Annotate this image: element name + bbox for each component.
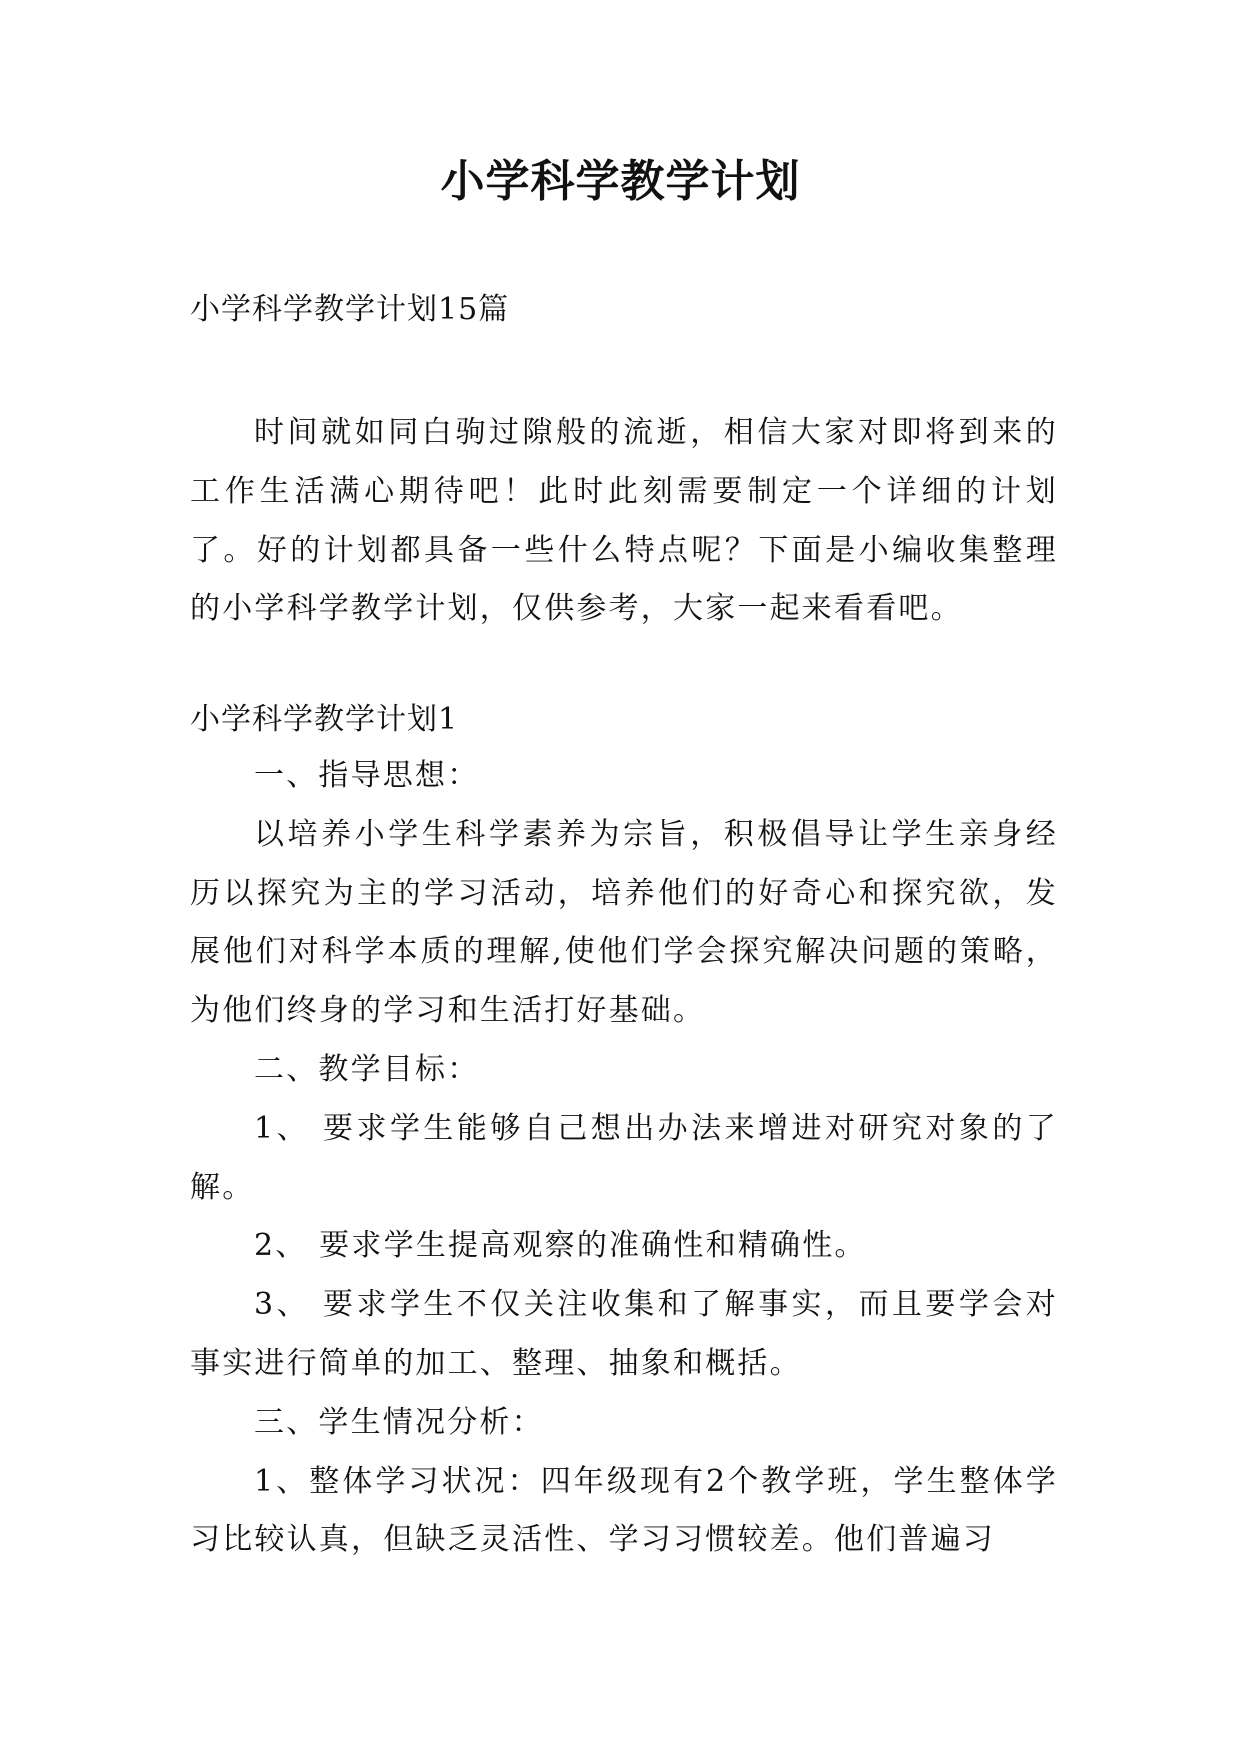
intro-paragraph: 时间就如同白驹过隙般的流逝，相信大家对即将到来的工作生活满心期待吧！此时此刻需要制定一个详细的计划了。好的计划都具备一些什么特点呢？下面是小编收集整理的小学科学教学计划，仅供参考，大家一起来看看吧。 xyxy=(190,415,1058,627)
heading-guiding-thought: 一、指导思想： xyxy=(254,758,480,793)
paragraph-guiding-thought: 以培养小学生科学素养为宗旨，积极倡导让学生亲身经历以探究为主的学习活动，培养他们的好奇心和探究欲，发展他们对科学本质的理解,使他们学会探究解决问题的策略，为他们终身的学习和生活打好基础。 xyxy=(190,816,1058,1029)
section-heading: 小学科学教学计划1 xyxy=(190,702,459,737)
goal-item-3: 3、 要求学生不仅关注收集和了解事实，而且要学会对事实进行简单的加工、整理、抽象和概括。 xyxy=(190,1287,1058,1381)
heading-teaching-goals: 二、教学目标： xyxy=(254,1051,480,1087)
heading-student-analysis: 三、学生情况分析： xyxy=(254,1404,544,1440)
analysis-item-1: 1、整体学习状况：四年级现有2个教学班，学生整体学习比较认真，但缺乏灵活性、学习习惯较差。他们普遍习 xyxy=(190,1463,1058,1558)
goal-item-1: 1、 要求学生能够自己想出办法来增进对研究对象的了解。 xyxy=(190,1110,1058,1205)
document-subtitle: 小学科学教学计划15篇 xyxy=(190,292,510,327)
document-title: 小学科学教学计划 xyxy=(440,156,801,207)
section-content xyxy=(190,747,1058,1570)
goal-item-2: 2、 要求学生提高观察的准确性和精确性。 xyxy=(254,1228,867,1264)
